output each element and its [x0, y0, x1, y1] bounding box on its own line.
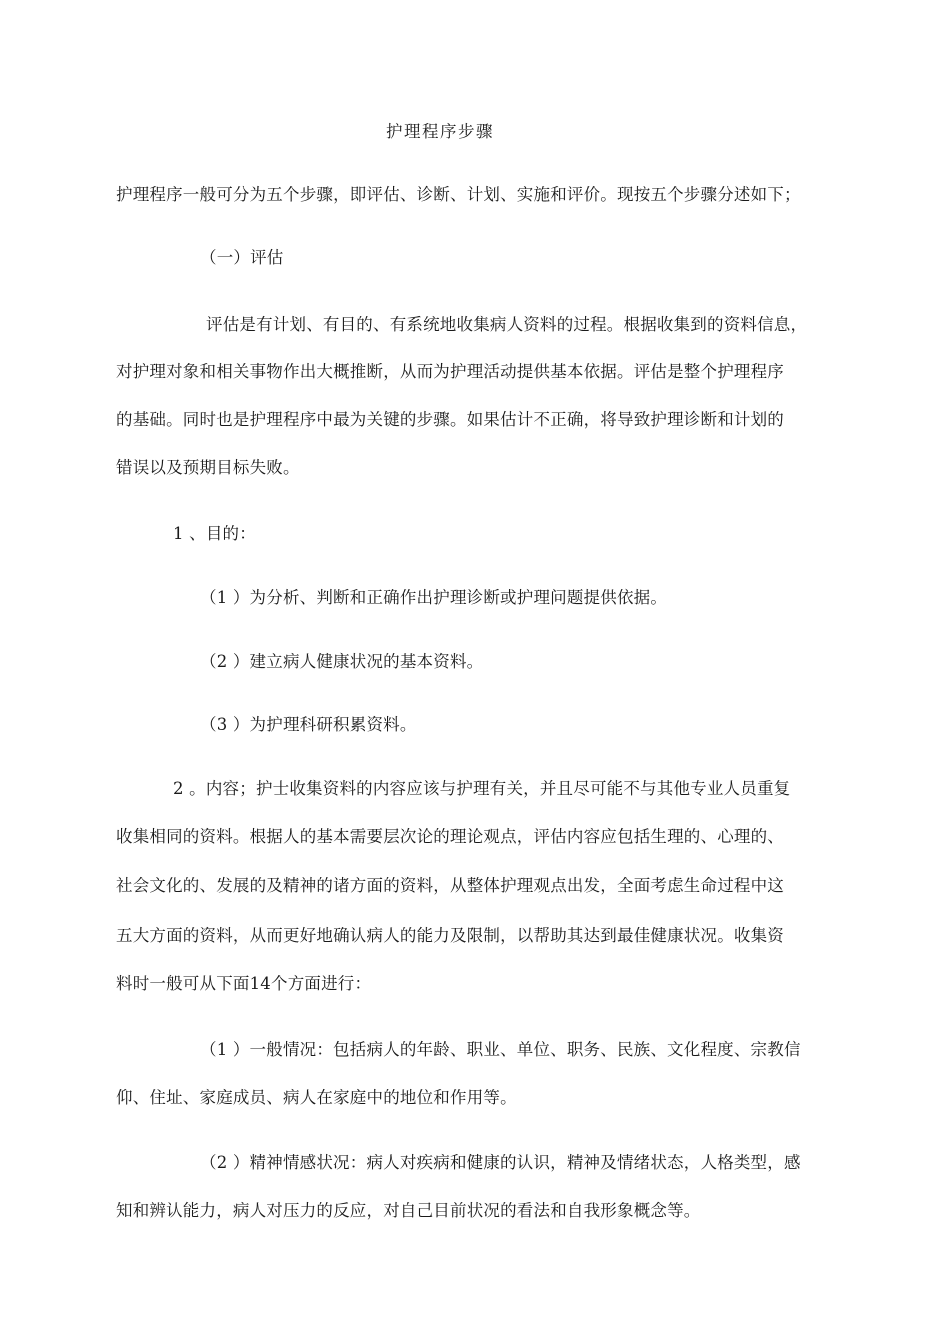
para1-line1: 评估是有计划、有目的、有系统地收集病人资料的过程。根据收集到的资料信息，: [206, 315, 808, 334]
purpose-heading: 1 、目的：: [173, 524, 256, 543]
item1-line2: 仰、住址、家庭成员、病人在家庭中的地位和作用等。: [116, 1088, 517, 1107]
document-title: 护理程序步骤: [386, 122, 494, 141]
content-para-line4: 五大方面的资料，从而更好地确认病人的能力及限制，以帮助其达到最佳健康状况。收集资: [116, 926, 784, 945]
purpose-item-1: （1 ）为分析、判断和正确作出护理诊断或护理问题提供依据。: [200, 588, 668, 607]
para1-line4: 错误以及预期目标失败。: [116, 458, 300, 477]
content-para-line2: 收集相同的资料。根据人的基本需要层次论的理论观点，评估内容应包括生理的、心理的、: [116, 827, 784, 846]
intro-paragraph: 护理程序一般可分为五个步骤，即评估、诊断、计划、实施和评价。现按五个步骤分述如下；: [116, 185, 801, 204]
item2-line2: 知和辨认能力，病人对压力的反应，对自己目前状况的看法和自我形象概念等。: [116, 1201, 701, 1220]
item2-line1: （2 ）精神情感状况：病人对疾病和健康的认识，精神及情绪状态，人格类型，感: [200, 1153, 801, 1172]
purpose-item-3: （3 ）为护理科研积累资料。: [200, 715, 417, 734]
item1-line1: （1 ）一般情况：包括病人的年龄、职业、单位、职务、民族、文化程度、宗教信: [200, 1040, 801, 1059]
para1-line2: 对护理对象和相关事物作出大概推断，从而为护理活动提供基本依据。评估是整个护理程序: [116, 362, 784, 381]
purpose-item-2: （2 ）建立病人健康状况的基本资料。: [200, 652, 484, 671]
content-para-line5: 料时一般可从下面14个方面进行：: [116, 974, 372, 993]
para1-line3: 的基础。同时也是护理程序中最为关键的步骤。如果估计不正确，将导致护理诊断和计划的: [116, 410, 784, 429]
content-para-line1: 2 。内容；护士收集资料的内容应该与护理有关，并且尽可能不与其他专业人员重复: [173, 779, 791, 798]
section-heading-assessment: （一）评估: [200, 248, 284, 267]
content-para-line3: 社会文化的、发展的及精神的诸方面的资料，从整体护理观点出发，全面考虑生命过程中这: [116, 876, 784, 895]
